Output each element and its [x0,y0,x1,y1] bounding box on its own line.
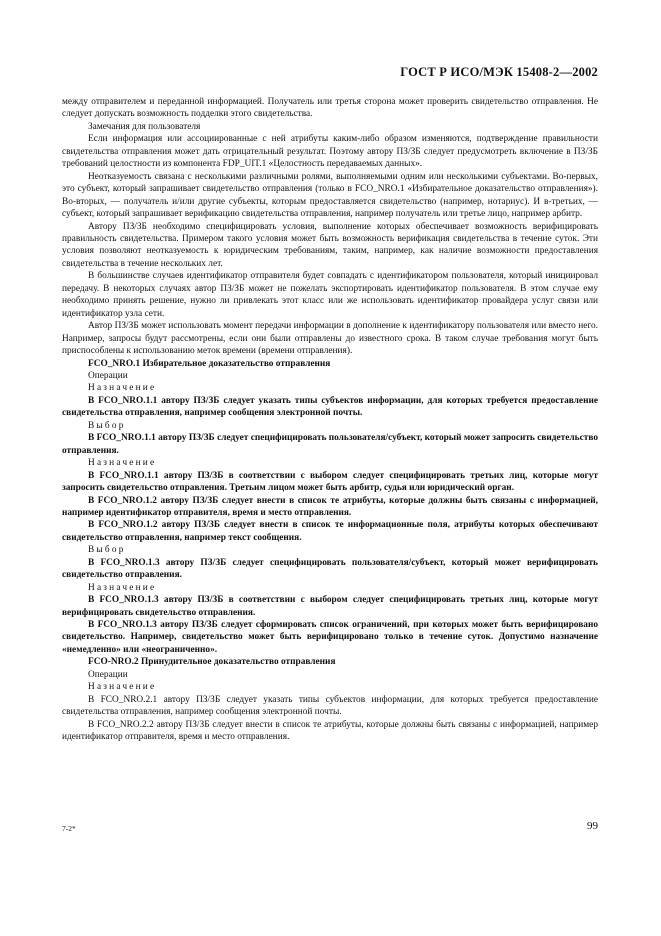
section-heading-fco-nro-1: FCO_NRO.1 Избирательное доказательство отправления [88,358,331,369]
requirement-paragraph: В FCO_NRO.1.1 автору ПЗ/ЗБ следует специфицировать пользователя/субъект, который может запросить свидетельство отправления. [62,433,598,456]
subheading-assignment: Назначение [88,682,157,693]
subheading-assignment: Назначение [88,582,157,593]
paragraph-continuation: между отправителем и переданной информацией. Получатель или третья сторона может проверить свидетельство отправления. Не следует допускать возможность подделки этого свидетельства. [62,97,598,120]
paragraph: Если информация или ассоциированные с ней атрибуты каким-либо образом изменяются, подтверждение правильности свидетельства отправления может дать отрицательный результат. Поэтому автору ПЗ/ЗБ следует предусмотреть включение в ПЗ/ЗБ требований целостности из компонента FDP_UIT.1 «Целостность передаваемых данных». [62,134,598,170]
subheading-assignment: Назначение [88,383,157,394]
subheading-selection: Выбор [88,545,126,556]
subheading-operations: Операции [88,669,128,680]
page-number: 99 [587,820,598,832]
document-header: ГОСТ Р ИСО/МЭК 15408-2—2002 [400,65,598,79]
requirement-paragraph: В FCO_NRO.1.3 автору ПЗ/ЗБ в соответствии с выбором следует специфицировать третьих лиц, которые могут верифицировать свидетельство отправления. [62,595,598,618]
paragraph: Автору ПЗ/ЗБ необходимо специфицировать условия, выполнение которых обеспечивает возможность верифицировать правильность свидетельства. Примером такого условия может быть возможность верификация свидетельства в течение суток. Эти условия позволяют неотказуемость к юридическим требованиям, таким, например, как наличие возможности предоставления свидетельства в течение нескольких лет. [62,221,598,269]
requirement-paragraph: В FCO_NRO.1.3 автору ПЗ/ЗБ следует сформировать список ограничений, при которых может быть верифицировано свидетельство. Например, свидетельство может быть верифицировано только в течение суток. Допустимо назначение «немедленно» или «неограниченно». [62,620,598,655]
requirement-paragraph: В FCO_NRO.1.2 автору ПЗ/ЗБ следует внести в список те атрибуты, которые должны быть связаны с информацией, например идентификатор отправителя, время и место отправления. [62,495,598,518]
requirement-paragraph: В FCO_NRO.1.3 автору ПЗ/ЗБ следует специфицировать пользователя/субъект, который может верифицировать свидетельство отправления. [62,557,598,581]
subheading-selection: Выбор [88,420,126,431]
paragraph: Автор ПЗ/ЗБ может использовать момент передачи информации в дополнение к идентификатору пользователя или вместо него. Например, запросы будут рассмотрены, если они были отправлены до известного срока. В таком случае требования могут быть приспособлены к использованию меток времени (времени отправления). [62,321,598,357]
paragraph: В большинстве случаев идентификатор отправителя будет совпадать с идентификатором пользователя, который инициировал передачу. В некоторых случаях автор ПЗ/ЗБ может не пожелать экспортировать идентификатор пользователя. В этом случае ему необходимо принять решение, нужно ли привлекать этот класс или же использовать идентификатор провайдера услуг связи или идентификатор узла сети. [62,271,598,319]
requirement-paragraph: В FCO_NRO.1.1 автору ПЗ/ЗБ следует указать типы субъектов информации, для которых требуется предоставление свидетельства отправления, например сообщения электронной почты. [62,395,598,419]
paragraph: Неотказуемость связана с несколькими различными ролями, выполняемыми одним или несколькими субъектами. Во-первых, это субъект, который запрашивает свидетельство отправления (только в FCO_NRO.1 «Избирательное доказательство отправления»). Во-вторых, — получатель и/или другие субъекты, которым предоставляется свидетельство (например, нотариус). И в-третьих, — субъект, который запрашивает верификацию свидетельства отправления, например получатель или третье лицо, например арбитр. [62,171,598,220]
section-heading-fco-nro-2: FCO-NRO.2 Принудительное доказательство отправления [88,657,336,668]
printer-mark: 7-2* [62,824,76,833]
document-body [62,96,598,744]
paragraph: В FCO_NRO.2.1 автору ПЗ/ЗБ следует указать типы субъектов информации, для которых требуется предоставление свидетельства отправления, например сообщения электронной почты. [62,694,598,718]
requirement-paragraph: В FCO_NRO.1.2 автору ПЗ/ЗБ следует внести в список те информационные поля, атрибуты которых обеспечивают свидетельство отправления, например текст сообщения. [62,520,598,543]
requirement-paragraph: В FCO_NRO.1.1 автору ПЗ/ЗБ в соответствии с выбором следует специфицировать третьих лиц, которые могут запросить свидетельство отправления. Третьим лицом может быть арбитр, судья или юридический орган. [62,470,598,494]
subheading-operations: Операции [88,370,128,381]
subheading-user-notes: Замечания для пользователя [88,121,201,132]
paragraph: В FCO_NRO.2.2 автору ПЗ/ЗБ следует внести в список те атрибуты, которые должны быть связаны с информацией, например идентификатор отправителя, время и место отправления. [62,719,598,743]
subheading-assignment: Назначение [88,458,157,469]
